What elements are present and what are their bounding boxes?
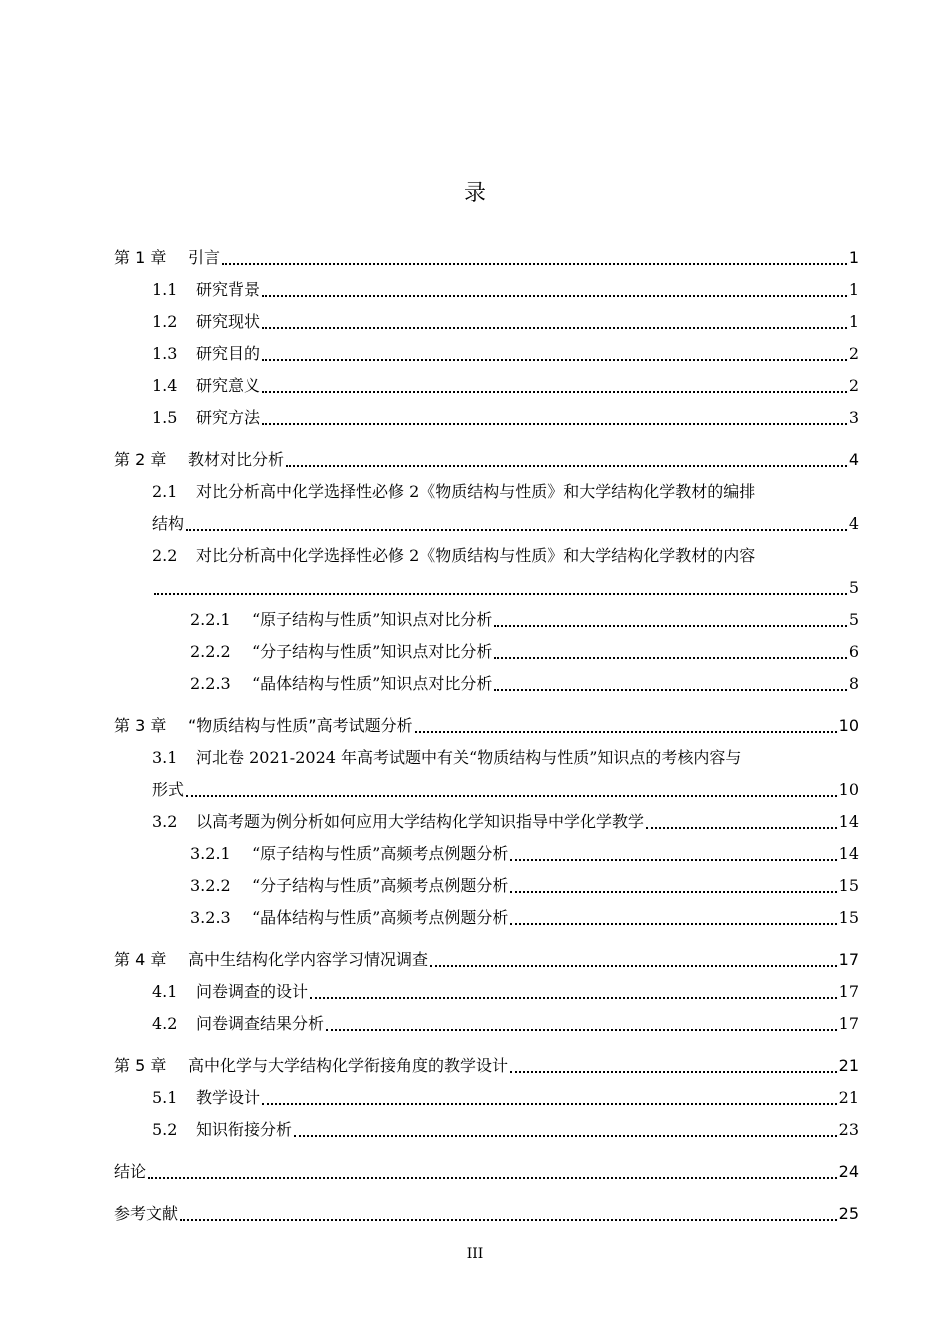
toc-entry-number: 第 2 章 [114, 450, 167, 469]
toc-entry-page: 1 [848, 248, 859, 267]
toc-entry-page: 14 [838, 844, 859, 863]
toc-entry-number: 1.3 [152, 344, 178, 363]
toc-entry-number: 4.1 [152, 982, 178, 1001]
page-number: III [466, 1246, 484, 1262]
toc-entry-page: 10 [838, 780, 859, 799]
toc-chapter-entry[interactable] [114, 1050, 859, 1082]
dot-leader [510, 922, 836, 925]
toc-entry-number: 3.2.2 [190, 876, 231, 895]
dot-leader [430, 964, 837, 967]
toc-entry-number: 2.2 [152, 546, 178, 565]
toc-entry-title: 教学设计 [196, 1088, 261, 1107]
toc-entry-page: 17 [838, 1014, 859, 1033]
chapter-gap [114, 700, 859, 710]
toc-entry-page: 21 [838, 1056, 859, 1075]
toc-entry[interactable] [114, 742, 859, 806]
toc-entry[interactable] [114, 1082, 859, 1114]
dot-leader [180, 1218, 837, 1221]
dot-leader [510, 1070, 837, 1073]
toc-entry-page: 4 [848, 514, 859, 533]
dot-leader [510, 858, 836, 861]
toc-entry-number: 第 4 章 [114, 950, 167, 969]
chapter-gap [114, 1188, 859, 1198]
dot-leader [494, 624, 846, 627]
dot-leader [262, 422, 847, 425]
toc-entry[interactable] [114, 476, 859, 540]
toc-entry-title: “原子结构与性质”高频考点例题分析 [252, 844, 509, 863]
toc-entry-page: 4 [848, 450, 859, 469]
toc-entry-number: 5.1 [152, 1088, 178, 1107]
toc-entry-title-continued: 结构 [152, 514, 185, 533]
toc-entry-number: 3.1 [152, 748, 178, 767]
toc-entry[interactable] [114, 604, 859, 636]
dot-leader [294, 1134, 837, 1137]
toc-entry-title: 结论 [114, 1162, 147, 1181]
toc-entry-number: 1.5 [152, 408, 178, 427]
toc-entry[interactable] [114, 806, 859, 838]
toc-entry-page: 5 [848, 578, 859, 597]
toc-entry-page: 14 [838, 812, 859, 831]
dot-leader [262, 358, 847, 361]
toc-entry-number: 2.1 [152, 482, 178, 501]
toc-entry-number: 3.2.1 [190, 844, 231, 863]
toc-entry-number: 2.2.1 [190, 610, 231, 629]
toc-entry[interactable] [114, 976, 859, 1008]
dot-leader [186, 528, 847, 531]
toc-entry-page: 6 [848, 642, 859, 661]
toc-entry-title: 对比分析高中化学选择性必修 2《物质结构与性质》和大学结构化学教材的编排 [196, 482, 756, 501]
chapter-gap [114, 434, 859, 444]
dot-leader [494, 688, 846, 691]
toc-entry[interactable] [114, 870, 859, 902]
toc-entry-title-continued: 形式 [152, 780, 185, 799]
toc-entry-page: 2 [848, 344, 859, 363]
toc-entry-title: 研究意义 [196, 376, 261, 395]
dot-leader [262, 390, 847, 393]
toc-entry-title: “分子结构与性质”知识点对比分析 [252, 642, 493, 661]
toc-entry-title: 对比分析高中化学选择性必修 2《物质结构与性质》和大学结构化学教材的内容 [196, 546, 756, 565]
toc-entry-title: 研究背景 [196, 280, 261, 299]
toc-entry-number: 1.1 [152, 280, 178, 299]
toc-chapter-entry[interactable] [114, 1156, 859, 1188]
dot-leader [148, 1176, 837, 1179]
dot-leader [222, 262, 847, 265]
toc-entry-number: 2.2.3 [190, 674, 231, 693]
toc-chapter-entry[interactable] [114, 710, 859, 742]
toc-entry-title: “晶体结构与性质”高频考点例题分析 [252, 908, 509, 927]
toc-entry-page: 8 [848, 674, 859, 693]
toc-entry[interactable] [114, 1008, 859, 1040]
dot-leader [326, 1028, 837, 1031]
toc-entry-page: 10 [838, 716, 859, 735]
dot-leader [310, 996, 837, 999]
toc-entry-page: 1 [848, 280, 859, 299]
chapter-gap [114, 1040, 859, 1050]
toc-entry-number: 3.2 [152, 812, 178, 831]
toc-entry-page: 15 [838, 876, 859, 895]
dot-leader [415, 730, 837, 733]
toc-entry-number: 1.2 [152, 312, 178, 331]
toc-entry-page: 24 [838, 1162, 859, 1181]
toc-chapter-entry[interactable] [114, 944, 859, 976]
toc-entry-page: 2 [848, 376, 859, 395]
toc-entry-title: 研究方法 [196, 408, 261, 427]
toc-entry-title: “分子结构与性质”高频考点例题分析 [252, 876, 509, 895]
toc-entry-page: 1 [848, 312, 859, 331]
toc-chapter-entry[interactable] [114, 444, 859, 476]
toc-entry-number: 2.2.2 [190, 642, 231, 661]
toc-chapter-entry[interactable] [114, 242, 859, 274]
page-title: 录 [463, 181, 486, 206]
toc-entry-title: 问卷调查的设计 [196, 982, 309, 1001]
toc-entry-number: 第 1 章 [114, 248, 167, 267]
toc-entry-title: 引言 [188, 248, 221, 267]
toc-entry-title: 研究目的 [196, 344, 261, 363]
toc-entry-number: 1.4 [152, 376, 178, 395]
toc-entry-page: 15 [838, 908, 859, 927]
toc-entry-page: 25 [838, 1204, 859, 1223]
toc-entry-title: “物质结构与性质”高考试题分析 [188, 716, 413, 735]
chapter-gap [114, 934, 859, 944]
toc-entry[interactable] [114, 338, 859, 370]
toc-entry[interactable] [114, 402, 859, 434]
toc-entry-page: 5 [848, 610, 859, 629]
toc-entry-title: 研究现状 [196, 312, 261, 331]
dot-leader [154, 592, 847, 595]
toc-entry-title: 高中生结构化学内容学习情况调查 [188, 950, 429, 969]
toc-entry[interactable] [114, 1114, 859, 1146]
table-of-contents [114, 242, 859, 1230]
toc-entry-title: 教材对比分析 [188, 450, 285, 469]
toc-entry-page: 17 [838, 982, 859, 1001]
dot-leader [510, 890, 836, 893]
toc-entry-page: 3 [848, 408, 859, 427]
toc-entry-number: 3.2.3 [190, 908, 231, 927]
toc-entry-number: 5.2 [152, 1120, 178, 1139]
chapter-gap [114, 1146, 859, 1156]
toc-entry[interactable] [114, 838, 859, 870]
toc-chapter-entry[interactable] [114, 1198, 859, 1230]
toc-entry[interactable] [114, 540, 859, 604]
toc-entry-title: 以高考题为例分析如何应用大学结构化学知识指导中学化学教学 [196, 812, 645, 831]
toc-entry-title: 问卷调查结果分析 [196, 1014, 325, 1033]
toc-entry-title: 知识衔接分析 [196, 1120, 293, 1139]
toc-entry[interactable] [114, 636, 859, 668]
toc-entry-page: 17 [838, 950, 859, 969]
toc-entry[interactable] [114, 668, 859, 700]
dot-leader [494, 656, 846, 659]
dot-leader [286, 464, 847, 467]
toc-entry-title: 高中化学与大学结构化学衔接角度的教学设计 [188, 1056, 509, 1075]
dot-leader [262, 294, 847, 297]
toc-entry-number: 第 5 章 [114, 1056, 167, 1075]
toc-entry-number: 第 3 章 [114, 716, 167, 735]
dot-leader [262, 326, 847, 329]
dot-leader [262, 1102, 837, 1105]
toc-entry-page: 23 [838, 1120, 859, 1139]
toc-entry-page: 21 [838, 1088, 859, 1107]
toc-entry[interactable] [114, 306, 859, 338]
toc-entry[interactable] [114, 274, 859, 306]
dot-leader [186, 794, 837, 797]
toc-entry[interactable] [114, 370, 859, 402]
toc-entry-title: “晶体结构与性质”知识点对比分析 [252, 674, 493, 693]
toc-entry-title: 参考文献 [114, 1204, 179, 1223]
toc-entry-title: “原子结构与性质”知识点对比分析 [252, 610, 493, 629]
toc-entry[interactable] [114, 902, 859, 934]
toc-entry-number: 4.2 [152, 1014, 178, 1033]
dot-leader [646, 826, 837, 829]
toc-entry-title: 河北卷 2021-2024 年高考试题中有关“物质结构与性质”知识点的考核内容与 [196, 748, 742, 767]
